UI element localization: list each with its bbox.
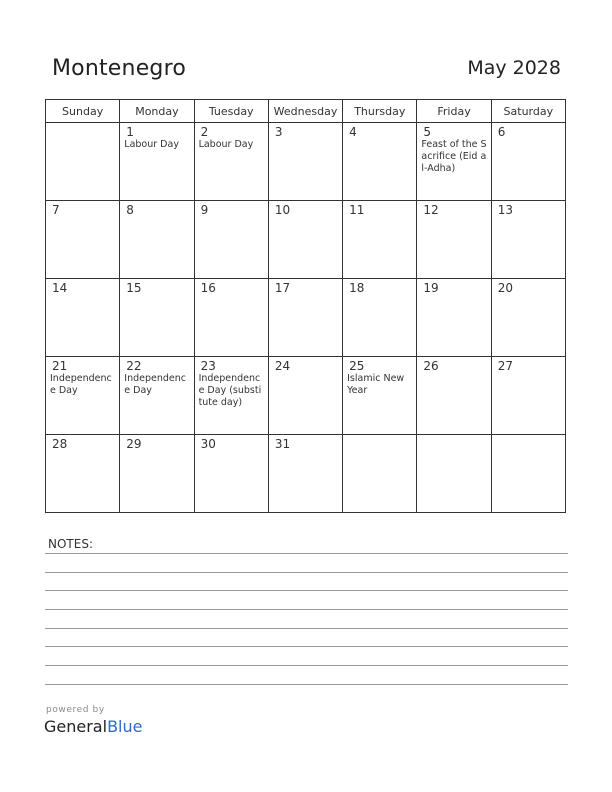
day-cell (46, 201, 120, 279)
day-number: 18 (349, 281, 365, 295)
holiday-label: Independence Day (124, 373, 186, 396)
holiday-label: Labour Day (124, 139, 179, 150)
day-cell (268, 279, 342, 357)
day-cell (491, 201, 565, 279)
holiday-label: Islamic New Year (347, 373, 405, 396)
day-number: 2 (200, 125, 209, 139)
holiday-label: Feast of the Sacrifice (Eid al-Adha) (421, 139, 487, 174)
day-number (343, 435, 416, 437)
day-cell (417, 279, 491, 357)
note-line (45, 684, 568, 685)
day-cell (194, 435, 268, 513)
day-cell (268, 357, 342, 435)
day-cell (46, 279, 120, 357)
powered-by-text: powered by (46, 705, 105, 715)
day-cell (491, 279, 565, 357)
day-number: 23 (200, 359, 216, 373)
day-cell (343, 357, 417, 435)
day-number: 7 (52, 203, 60, 217)
weekday-header: Saturday (491, 100, 565, 123)
weekday-header: Sunday (46, 100, 120, 123)
day-number: 22 (126, 359, 142, 373)
weekday-header: Friday (417, 100, 491, 123)
day-number: 16 (200, 281, 216, 295)
week-row (46, 201, 566, 279)
day-number: 26 (423, 359, 439, 373)
day-number: 3 (274, 125, 283, 139)
weekday-header-row (46, 100, 566, 123)
day-cell (343, 435, 417, 513)
day-number: 24 (274, 359, 291, 373)
day-number: 30 (200, 437, 216, 451)
day-cell (417, 435, 491, 513)
day-number: 20 (497, 281, 513, 295)
holiday-label: Independence Day (50, 373, 112, 396)
day-number: 17 (274, 281, 291, 295)
day-cell (268, 435, 342, 513)
day-cell (268, 201, 342, 279)
day-cell (343, 201, 417, 279)
country-title: Montenegro (52, 56, 187, 81)
note-line (45, 572, 568, 573)
week-row (46, 357, 566, 435)
day-cell (194, 123, 268, 201)
weekday-header: Thursday (343, 100, 417, 123)
day-cell (268, 123, 342, 201)
day-number: 27 (497, 359, 513, 373)
day-cell (46, 435, 120, 513)
day-number: 5 (423, 125, 432, 139)
day-cell (46, 357, 120, 435)
day-number: 9 (200, 203, 209, 217)
day-cell (194, 279, 268, 357)
brand-logo (44, 717, 142, 736)
day-cell (417, 201, 491, 279)
note-line (45, 609, 568, 610)
day-cell (343, 123, 417, 201)
day-cell (491, 123, 565, 201)
day-number: 4 (349, 125, 357, 139)
day-number: 28 (52, 437, 68, 451)
day-number (492, 435, 565, 437)
day-cell (120, 123, 194, 201)
day-number: 14 (52, 281, 68, 295)
day-number: 13 (497, 203, 513, 217)
day-cell (194, 357, 268, 435)
day-number (46, 123, 119, 125)
day-number: 11 (349, 203, 365, 217)
day-cell (120, 201, 194, 279)
week-row (46, 435, 566, 513)
day-number: 15 (126, 281, 142, 295)
week-row (46, 279, 566, 357)
day-number: 8 (126, 203, 134, 217)
day-number: 12 (423, 203, 439, 217)
day-number: 19 (423, 281, 439, 295)
day-number: 6 (497, 125, 506, 139)
day-cell (491, 435, 565, 513)
day-cell (194, 201, 268, 279)
weekday-header: Wednesday (268, 100, 342, 123)
day-cell (417, 123, 491, 201)
day-cell (120, 357, 194, 435)
day-cell (120, 279, 194, 357)
day-number: 25 (349, 359, 365, 373)
holiday-label: Independence Day (substitute day) (198, 373, 262, 408)
day-number: 31 (274, 437, 291, 451)
calendar-grid (45, 99, 566, 513)
holiday-label: Labour Day (198, 139, 254, 150)
day-number: 1 (126, 125, 134, 139)
weekday-header: Tuesday (194, 100, 268, 123)
note-line (45, 628, 568, 629)
brand-blue-text: Blue (107, 717, 143, 736)
day-number (417, 435, 490, 437)
day-cell (343, 279, 417, 357)
day-cell (120, 435, 194, 513)
note-line (45, 665, 568, 666)
day-cell (491, 357, 565, 435)
day-number: 10 (274, 203, 291, 217)
day-number: 21 (52, 359, 68, 373)
month-title: May 2028 (467, 57, 561, 79)
note-line (45, 590, 568, 591)
brand-general-text: General (44, 717, 108, 736)
day-cell (417, 357, 491, 435)
note-line (45, 553, 568, 554)
week-row (46, 123, 566, 201)
day-number: 29 (126, 437, 142, 451)
day-cell (46, 123, 120, 201)
weekday-header: Monday (120, 100, 194, 123)
notes-label: NOTES: (48, 537, 93, 551)
note-line (45, 646, 568, 647)
